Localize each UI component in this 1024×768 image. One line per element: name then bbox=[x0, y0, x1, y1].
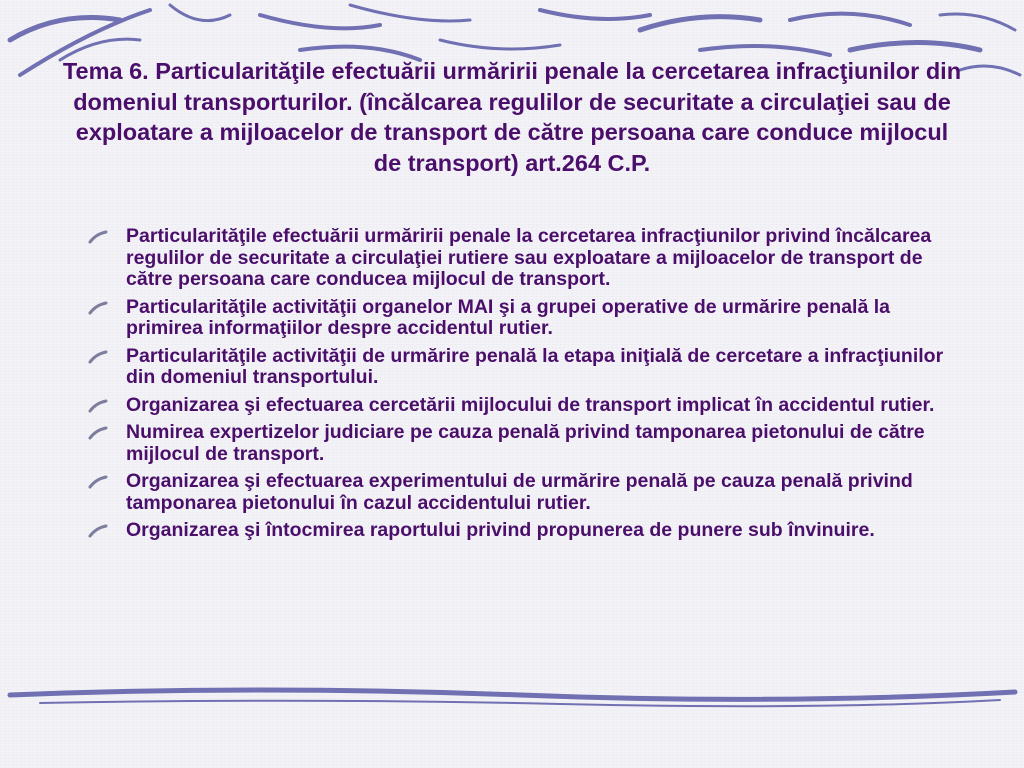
brush-stroke-bullet-icon bbox=[88, 230, 108, 244]
list-item-text: Organizarea şi efectuarea experimentului de urmărire penală pe cauza penală privind tamponarea pietonului în cazul accidentului rutier. bbox=[126, 470, 913, 514]
bullet-list bbox=[88, 226, 948, 548]
list-item bbox=[88, 297, 948, 340]
list-item-text: Numirea expertizelor judiciare pe cauza penală privind tamponarea pietonului de către mijlocul de transport. bbox=[126, 421, 925, 465]
list-item bbox=[88, 471, 948, 514]
brush-stroke-bullet-icon bbox=[88, 524, 108, 538]
brush-stroke-bullet-icon bbox=[88, 301, 108, 315]
list-item-text: Particularităţile activităţii organelor MAI şi a grupei operative de urmărire penală la primirea informaţiilor despre accidentul rutier. bbox=[126, 295, 891, 339]
list-item bbox=[88, 422, 948, 465]
list-item-text: Particularităţile efectuării urmăririi penale la cercetarea infracţiunilor privind încălcarea regulilor de securitate a circulaţiei rutiere sau exploatare a mijloacelor de transport de către persoana care conducea mijlocul de transport. bbox=[126, 225, 932, 290]
list-item bbox=[88, 520, 948, 542]
brush-stroke-bullet-icon bbox=[88, 426, 108, 440]
brush-stroke-bullet-icon bbox=[88, 350, 108, 364]
list-item bbox=[88, 346, 948, 389]
slide-title: Tema 6. Particularităţile efectuării urmăririi penale la cercetarea infracţiunilor din domeniul transporturilor. (încălcarea regulilor de securitate a circulaţiei sau de exploatare a mijloacelor de transport de către persoana care conduce mijlocul de transport) art.264 C.P. bbox=[62, 58, 962, 176]
list-item-text: Organizarea şi efectuarea cercetării mijlocului de transport implicat în accidentul rutier. bbox=[126, 393, 935, 416]
brush-stroke-bullet-icon bbox=[88, 475, 108, 489]
brush-stroke-bullet-icon bbox=[88, 399, 108, 413]
list-item bbox=[88, 226, 948, 291]
list-item-text: Particularităţile activităţii de urmărire penală la etapa iniţială de cercetare a infracţiunilor din domeniul transportului. bbox=[126, 344, 944, 388]
list-item-text: Organizarea şi întocmirea raportului privind propunerea de punere sub învinuire. bbox=[126, 519, 875, 541]
list-item bbox=[88, 395, 948, 417]
